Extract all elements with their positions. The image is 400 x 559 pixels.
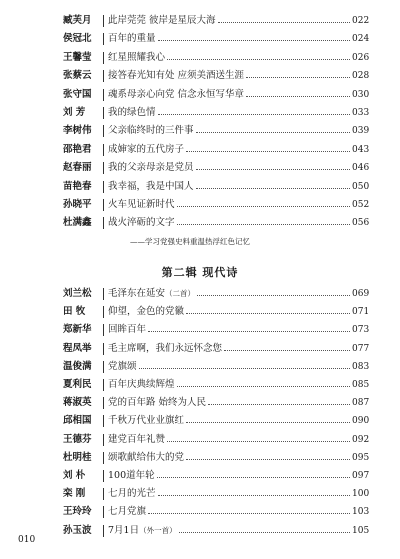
toc-entry-page-number: 087 [352, 398, 370, 409]
toc-entry-page-number: 095 [352, 452, 370, 463]
toc-entry-title [108, 13, 218, 29]
toc-entry-title [108, 286, 197, 302]
toc-entry-leader [167, 59, 350, 60]
toc-entry-leader [177, 224, 350, 225]
toc-entry [0, 341, 400, 357]
toc-entry [0, 87, 400, 103]
toc-entry-author: 刘 朴 [63, 470, 86, 481]
toc-entry-title [108, 504, 148, 520]
toc-entry-author: 程凤举 [63, 342, 92, 354]
toc-entry-page-number: 043 [352, 144, 370, 155]
toc-entry-title-text: 7月1日 [108, 524, 140, 536]
toc-entry-title-text: 毛泽东在延安 [108, 288, 166, 299]
toc-entry-author: 王馨莹 [63, 51, 92, 63]
toc-entry-leader [218, 22, 350, 23]
toc-entry-page-number: 083 [352, 361, 370, 372]
toc-entry-title-text: 千秋万代业业旗红 [108, 415, 185, 427]
toc-entry-author: 刘兰松 [63, 288, 92, 299]
toc-entry-leader [167, 441, 350, 442]
toc-entry-title-text: 七月的光芒 [108, 488, 156, 500]
toc-entry-author: 杜满鑫 [63, 217, 92, 229]
toc-entry-title-wrap [108, 68, 350, 84]
toc-entry-leader [139, 368, 350, 369]
toc-entry-title [108, 486, 158, 502]
toc-entry-title [108, 341, 224, 357]
toc-entry-title [108, 215, 177, 231]
toc-entry-title-wrap [108, 13, 350, 29]
toc-entry-page-number: 050 [352, 181, 370, 192]
toc-entry [0, 160, 400, 176]
toc-entry-subnote: ——学习党强史料重温热浮红色记忆 [130, 236, 250, 246]
toc-entry-title [108, 31, 158, 47]
toc-entry-title-text: 七月党旗 [108, 506, 147, 518]
toc-entry-title-wrap [108, 123, 350, 139]
toc-entry [0, 179, 400, 195]
toc-entry-author: 田 牧 [63, 306, 86, 318]
toc-entry-page-number: 056 [352, 218, 370, 229]
toc-entry-divider [103, 470, 104, 482]
toc-entry [0, 359, 400, 375]
toc-entry-divider [103, 397, 104, 409]
toc-entry-divider [103, 452, 104, 464]
toc-entry-author: 李树伟 [63, 125, 92, 137]
toc-entry-author: 苗艳春 [63, 180, 92, 192]
toc-entry-title-wrap [108, 50, 350, 66]
toc-entry [0, 395, 400, 411]
toc-entry-title-text: 火车见证新时代 [108, 199, 175, 210]
toc-entry-divider [103, 217, 104, 229]
toc-entry [0, 432, 400, 448]
toc-entry-title [108, 377, 177, 393]
toc-entry-divider [103, 415, 104, 427]
toc-entry-divider [103, 89, 104, 101]
toc-entry-leader [186, 422, 350, 423]
toc-entry-divider [103, 379, 104, 391]
toc-entry [0, 286, 400, 302]
toc-entry-author: 刘 芳 [63, 107, 86, 118]
toc-entry [0, 68, 400, 84]
toc-entry-leader [246, 96, 350, 97]
toc-entry-title-text: 此岸莞莞 彼岸是星辰大海 [108, 15, 216, 26]
toc-entry-title [108, 50, 167, 66]
toc-entry-title [108, 359, 139, 375]
toc-entry-author: 夏利民 [63, 379, 92, 390]
toc-entry-page-number: 028 [352, 71, 370, 82]
toc-entry-title-wrap [108, 286, 350, 302]
toc-entry-title-wrap [108, 197, 350, 213]
toc-entry-divider [103, 181, 104, 193]
toc-entry-title-note: （二首） [165, 289, 196, 298]
toc-entry-divider [103, 525, 104, 537]
toc-entry [0, 377, 400, 393]
toc-entry-divider [103, 15, 104, 27]
toc-entry-leader [148, 513, 350, 514]
toc-entry-page-number: 073 [352, 325, 370, 336]
toc-entry-title [108, 197, 177, 213]
toc-entry-divider [103, 107, 104, 119]
toc-entry-author: 王玲玲 [63, 506, 92, 518]
toc-entry-title-wrap [108, 377, 350, 393]
toc-entry-title-wrap [108, 395, 350, 411]
toc-entry-page-number: 026 [352, 52, 370, 63]
toc-entry-title-text: 毛主席啊，我们永远怀念您 [108, 342, 223, 354]
toc-entry [0, 486, 400, 502]
toc-entry-title-wrap [108, 304, 350, 320]
toc-entry-title-text: 建党百年礼赞 [108, 433, 166, 445]
toc-entry-divider [103, 199, 104, 211]
toc-entry-title-wrap [108, 341, 350, 357]
toc-entry [0, 13, 400, 29]
toc-entry-page-number: 071 [352, 307, 370, 318]
toc-entry-author: 邱相国 [63, 415, 92, 427]
toc-entry-title [108, 450, 186, 466]
toc-entry-leader [158, 40, 350, 41]
toc-entry-leader [186, 459, 350, 460]
toc-entry-author: 张蔡云 [63, 70, 92, 82]
toc-entry [0, 304, 400, 320]
toc-entry-page-number: 085 [352, 380, 370, 390]
toc-entry-author: 赵春丽 [63, 162, 92, 174]
toc-entry-leader [158, 495, 350, 496]
toc-entry-title [108, 87, 246, 103]
toc-entry-title-text: 魂系母亲心向党 信念永恒写华章 [108, 88, 245, 100]
toc-entry-title-note: （外一首） [139, 525, 177, 535]
toc-entry-author: 臧芙月 [63, 15, 92, 26]
toc-entry-page-number: 100 [352, 489, 370, 500]
toc-entry-leader [148, 331, 350, 332]
toc-entry-divider [103, 288, 104, 300]
toc-entry-divider [103, 306, 104, 318]
toc-entry-divider [103, 361, 104, 373]
toc-entry-title-text: 成婶家的五代房子 [108, 143, 185, 155]
toc-entry-title-text: 战火淬砺的文字 [108, 217, 175, 229]
toc-entry-divider [103, 144, 104, 156]
toc-entry-title-wrap [108, 432, 350, 448]
toc-entry-title-wrap [108, 142, 350, 158]
toc-entry-title-wrap [108, 87, 350, 103]
toc-entry-page-number: 077 [352, 343, 370, 354]
toc-entry-divider [103, 33, 104, 45]
toc-entry-page-number: 039 [352, 126, 370, 137]
toc-entry-title-text: 红星照耀我心 [108, 51, 166, 63]
toc-entry [0, 50, 400, 66]
toc-entry-title [108, 395, 208, 411]
toc-entry-author: 张守国 [63, 88, 92, 100]
toc-entry [0, 105, 400, 121]
toc-entry-page-number: 046 [352, 163, 370, 174]
toc-entry-title-text: 我的绿色情 [108, 107, 156, 118]
toc-entry-author: 蒋淑英 [63, 397, 92, 409]
toc-entry-title-wrap [108, 450, 350, 466]
toc-entry-title-text: 父亲临终时的三件事 [108, 125, 194, 137]
toc-entry-author: 郑新华 [63, 324, 92, 336]
toc-entry-title-wrap [108, 468, 350, 484]
toc-entry-title [108, 68, 246, 84]
toc-entry-title [108, 179, 196, 195]
toc-entry-page-number: 030 [352, 89, 370, 100]
toc-entry-author: 孙玉波 [63, 524, 92, 536]
toc-entry-leader [224, 350, 350, 351]
toc-entry-author: 栾 刚 [63, 488, 86, 500]
toc-entry-title-wrap [108, 31, 350, 47]
toc-entry-divider [103, 343, 104, 355]
toc-entry-leader [197, 295, 350, 296]
toc-entry-title-wrap [108, 523, 350, 539]
toc-entry-title-text: 百年的重量 [108, 33, 156, 45]
toc-entry [0, 413, 400, 429]
toc-entry [0, 197, 400, 213]
toc-entry-leader [157, 477, 350, 478]
toc-entry-page-number: 024 [352, 34, 370, 45]
toc-entry-divider [103, 125, 104, 137]
toc-entry-title [108, 322, 148, 338]
toc-entry-title-text: 100道年轮 [108, 470, 155, 481]
toc-entry-title-text: 我的父亲母亲是党员 [108, 162, 194, 174]
toc-entry-author: 孙晓平 [63, 199, 92, 210]
toc-entry-leader [196, 169, 350, 170]
toc-entry-divider [103, 506, 104, 518]
toc-entry-title-text: 接答春光知有处 应须美酒送生涯 [108, 70, 245, 82]
toc-entry-title-text: 党的百年路 始终为人民 [108, 397, 207, 409]
toc-entry-title-wrap [108, 160, 350, 176]
toc-entry-author: 杜明桂 [63, 451, 92, 463]
toc-entry-title [108, 468, 157, 484]
toc-entry-author: 侯冠北 [63, 33, 92, 45]
section-heading: 第二辑 现代诗 [161, 266, 239, 279]
toc-entry-divider [103, 488, 104, 500]
toc-entry [0, 450, 400, 466]
toc-entry [0, 31, 400, 47]
toc-entry-title [108, 304, 186, 320]
toc-entry-page-number: 022 [352, 16, 370, 26]
toc-entry-leader [177, 206, 350, 207]
toc-entry-title-wrap [108, 322, 350, 338]
toc-entry-page-number: 092 [352, 434, 370, 445]
toc-entry-leader [196, 188, 350, 189]
toc-entry-title-wrap [108, 179, 350, 195]
toc-entry-divider [103, 70, 104, 82]
toc-entry-page-number: 097 [352, 471, 370, 481]
toc-entry-page-number: 103 [352, 507, 370, 518]
toc-entry-page-number: 033 [352, 108, 370, 118]
toc-entry-page-number: 069 [352, 289, 370, 299]
toc-entry-title-text: 我幸福，我是中国人 [108, 180, 194, 192]
toc-entry-page-number: 052 [352, 200, 370, 210]
toc-entry-author: 邵艳君 [63, 143, 92, 155]
toc-entry-leader [196, 132, 350, 133]
toc-entry-title-text: 党旗颂 [108, 360, 137, 372]
toc-entry [0, 523, 400, 539]
toc-entry-author: 温俊满 [63, 360, 92, 372]
toc-entry-divider [103, 434, 104, 446]
toc-entry-leader [186, 313, 350, 314]
toc-entry-title-wrap [108, 105, 350, 121]
toc-entry-page-number: 105 [352, 525, 370, 536]
toc-entry-title-text: 颂歌献给伟大的党 [108, 451, 185, 463]
toc-entry-title-wrap [108, 359, 350, 375]
toc-entry-title [108, 432, 167, 448]
toc-entry-title [108, 105, 158, 121]
toc-entry [0, 322, 400, 338]
toc-entry-leader [208, 404, 350, 405]
toc-entry-divider [103, 162, 104, 174]
toc-entry-title [108, 142, 186, 158]
toc-entry [0, 504, 400, 520]
toc-entry-leader [246, 77, 350, 78]
toc-entry-leader [186, 151, 350, 152]
toc-entry-leader [179, 532, 350, 533]
toc-entry-title-text: 百年庆典续辉煌 [108, 379, 175, 390]
toc-entry-page-number: 090 [352, 416, 370, 427]
toc-entry-title-wrap [108, 413, 350, 429]
toc-entry [0, 123, 400, 139]
toc-entry-title-wrap [108, 504, 350, 520]
toc-entry-leader [158, 114, 350, 115]
toc-entry-title [108, 523, 179, 539]
toc-entry-title-wrap [108, 215, 350, 231]
page-folio: 010 [18, 535, 36, 545]
toc-entry-title-wrap [108, 486, 350, 502]
toc-entry-divider [103, 52, 104, 64]
toc-entry [0, 142, 400, 158]
toc-entry-title [108, 123, 196, 139]
toc-entry-author: 王德芬 [63, 433, 92, 445]
toc-entry [0, 468, 400, 484]
toc-entry-divider [103, 324, 104, 336]
toc-entry-title-text: 回眸百年 [108, 324, 147, 336]
toc-entry-title [108, 413, 186, 429]
toc-entry-title-text: 仰望，金色的党徽 [108, 306, 185, 318]
toc-entry [0, 215, 400, 231]
toc-entry-title [108, 160, 196, 176]
toc-entry-leader [177, 386, 350, 387]
